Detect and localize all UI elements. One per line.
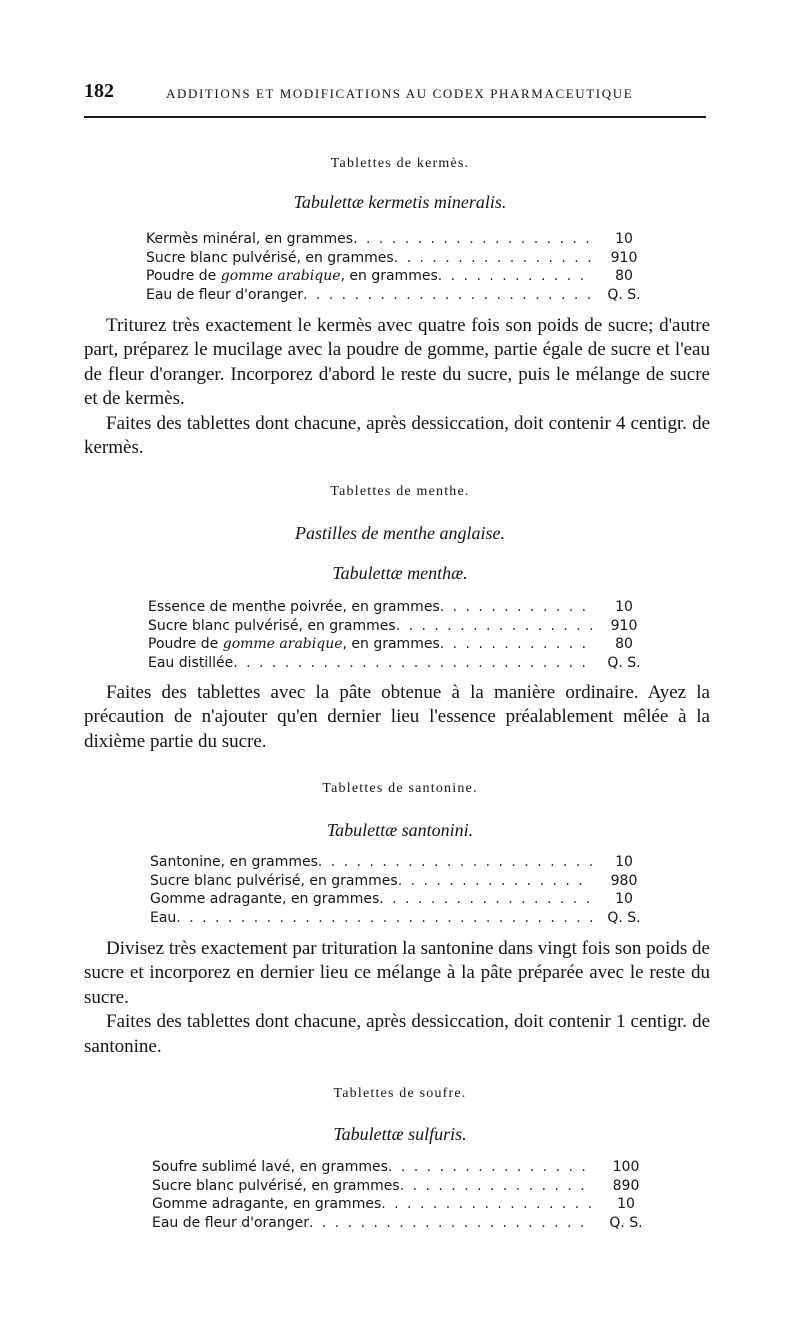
instructions-santonine <box>84 937 710 1059</box>
paragraph: Faites des tablettes avec la pâte obtenue à la manière ordinaire. Ayez la précaution de n'ajouter qu'en dernier lieu l'essence préalablement mêlée à la dixième partie du sucre. <box>84 682 710 752</box>
leader-dots <box>400 1177 594 1196</box>
ingredient-quantity: 100 <box>612 1159 640 1175</box>
ingredient-label: Poudre de gomme arabique, en grammes <box>148 636 440 652</box>
leader-dots <box>398 872 592 891</box>
leader-dots <box>381 1195 594 1214</box>
leader-dots <box>318 853 592 872</box>
paragraph: Divisez très exactement par trituration la santonine dans vingt fois son poids de sucre et incorporez en dernier lieu ce mélange à la pâte préparée avec le reste du sucre. <box>84 938 710 1008</box>
ingredient-label: Santonine, en grammes <box>150 854 318 870</box>
leader-dots <box>438 267 592 286</box>
section-title-santonine: Tablettes de santonine. <box>322 781 478 796</box>
paragraph: Faites des tablettes dont chacune, après dessiccation, doit contenir 4 centigr. de kermès. <box>84 412 710 459</box>
leader-dots <box>388 1158 594 1177</box>
leader-dots <box>440 598 592 617</box>
leader-dots <box>396 617 592 636</box>
ingredient-label: Eau distillée <box>148 654 234 671</box>
paragraph: Faites des tablettes dont chacune, après dessiccation, doit contenir 1 centigr. de santonine. <box>84 1011 710 1057</box>
page-header <box>84 80 706 110</box>
ingredient-list-soufre <box>152 1158 658 1232</box>
ingredient-quantity: Q. S. <box>607 286 641 303</box>
instructions-menthe <box>84 681 710 754</box>
ingredient-label: Sucre blanc pulvérisé, en grammes <box>152 1177 400 1194</box>
ingredient-list-santonine <box>150 853 656 927</box>
leader-dots <box>440 635 592 654</box>
ingredient-row <box>148 617 656 636</box>
ingredient-quantity: Q. S. <box>609 1214 643 1231</box>
ingredient-row <box>146 267 656 286</box>
leader-dots <box>176 909 592 928</box>
ingredient-row <box>152 1195 658 1214</box>
ingredient-quantity: 80 <box>615 268 633 284</box>
leader-dots <box>379 890 592 909</box>
section-title-soufre: Tablettes de soufre. <box>333 1086 467 1101</box>
ingredient-row <box>150 853 656 872</box>
ingredient-label: Eau de fleur d'oranger <box>146 286 303 303</box>
ingredient-row <box>148 654 656 673</box>
ingredient-row <box>146 230 656 249</box>
ingredient-label: Poudre de gomme arabique, en grammes <box>146 268 438 284</box>
ingredient-quantity: Q. S. <box>607 654 641 671</box>
ingredient-row <box>152 1177 658 1196</box>
leader-dots <box>303 286 592 305</box>
ingredient-row <box>150 872 656 891</box>
ingredient-label: Sucre blanc pulvérisé, en grammes <box>150 872 398 889</box>
ingredient-row <box>146 286 656 305</box>
page-number: 182 <box>84 80 114 102</box>
ingredient-quantity: 10 <box>617 1196 635 1212</box>
section-title-kermes: Tablettes de kermès. <box>330 156 470 171</box>
ingredient-quantity: 10 <box>615 599 633 615</box>
ingredient-row <box>152 1158 658 1177</box>
section-subtitle-menthe-2: Tabulettæ menthæ. <box>332 563 468 583</box>
ingredient-row <box>152 1214 658 1233</box>
leader-dots <box>233 654 592 673</box>
ingredient-quantity: 910 <box>610 617 638 634</box>
ingredient-label: Soufre sublimé lavé, en grammes <box>152 1159 388 1175</box>
ingredient-list-menthe <box>148 598 656 672</box>
ingredient-row <box>148 598 656 617</box>
ingredient-row <box>150 890 656 909</box>
section-subtitle-menthe-1: Pastilles de menthe anglaise. <box>295 523 505 543</box>
ingredient-row <box>148 635 656 654</box>
ingredient-quantity: 890 <box>612 1177 640 1194</box>
ingredient-quantity: Q. S. <box>607 909 641 926</box>
ingredient-label: Gomme adragante, en grammes <box>152 1196 382 1212</box>
ingredient-row <box>150 909 656 928</box>
section-subtitle-kermes: Tabulettæ kermetis mineralis. <box>293 192 507 212</box>
ingredient-quantity: 10 <box>615 854 633 870</box>
ingredient-quantity: 10 <box>615 891 633 907</box>
leader-dots <box>394 249 592 268</box>
ingredient-label: Eau de fleur d'oranger <box>152 1214 309 1231</box>
ingredient-label: Kermès minéral, en grammes <box>146 231 354 247</box>
leader-dots <box>353 230 592 249</box>
instructions-kermes <box>84 314 710 460</box>
ingredient-label: Essence de menthe poivrée, en grammes <box>148 599 440 615</box>
running-head: ADDITIONS ET MODIFICATIONS AU CODEX PHARMACEUTIQUE <box>166 86 634 101</box>
ingredient-quantity: 980 <box>610 872 638 889</box>
ingredient-quantity: 80 <box>615 636 633 652</box>
ingredient-quantity: 10 <box>615 231 633 247</box>
ingredient-row <box>146 249 656 268</box>
ingredient-quantity: 910 <box>610 249 638 266</box>
section-subtitle-soufre: Tabulettæ sulfuris. <box>333 1124 467 1144</box>
ingredient-label: Sucre blanc pulvérisé, en grammes <box>148 617 396 634</box>
ingredient-label: Gomme adragante, en grammes <box>150 891 380 907</box>
section-subtitle-santonine: Tabulettæ santonini. <box>326 820 474 840</box>
header-rule <box>84 116 706 118</box>
ingredient-label: Eau <box>150 909 177 926</box>
ingredient-list-kermes <box>146 230 656 304</box>
leader-dots <box>309 1214 594 1233</box>
ingredient-label: Sucre blanc pulvérisé, en grammes <box>146 249 394 266</box>
section-title-menthe: Tablettes de menthe. <box>330 484 470 499</box>
paragraph: Triturez très exactement le kermès avec quatre fois son poids de sucre; d'autre part, préparez le mucilage avec la poudre de gomme, partie égale de sucre et l'eau de fleur d'oranger. Incorporez d'abord le reste du sucre, puis le mélange de sucre et de kermès. <box>84 315 710 410</box>
